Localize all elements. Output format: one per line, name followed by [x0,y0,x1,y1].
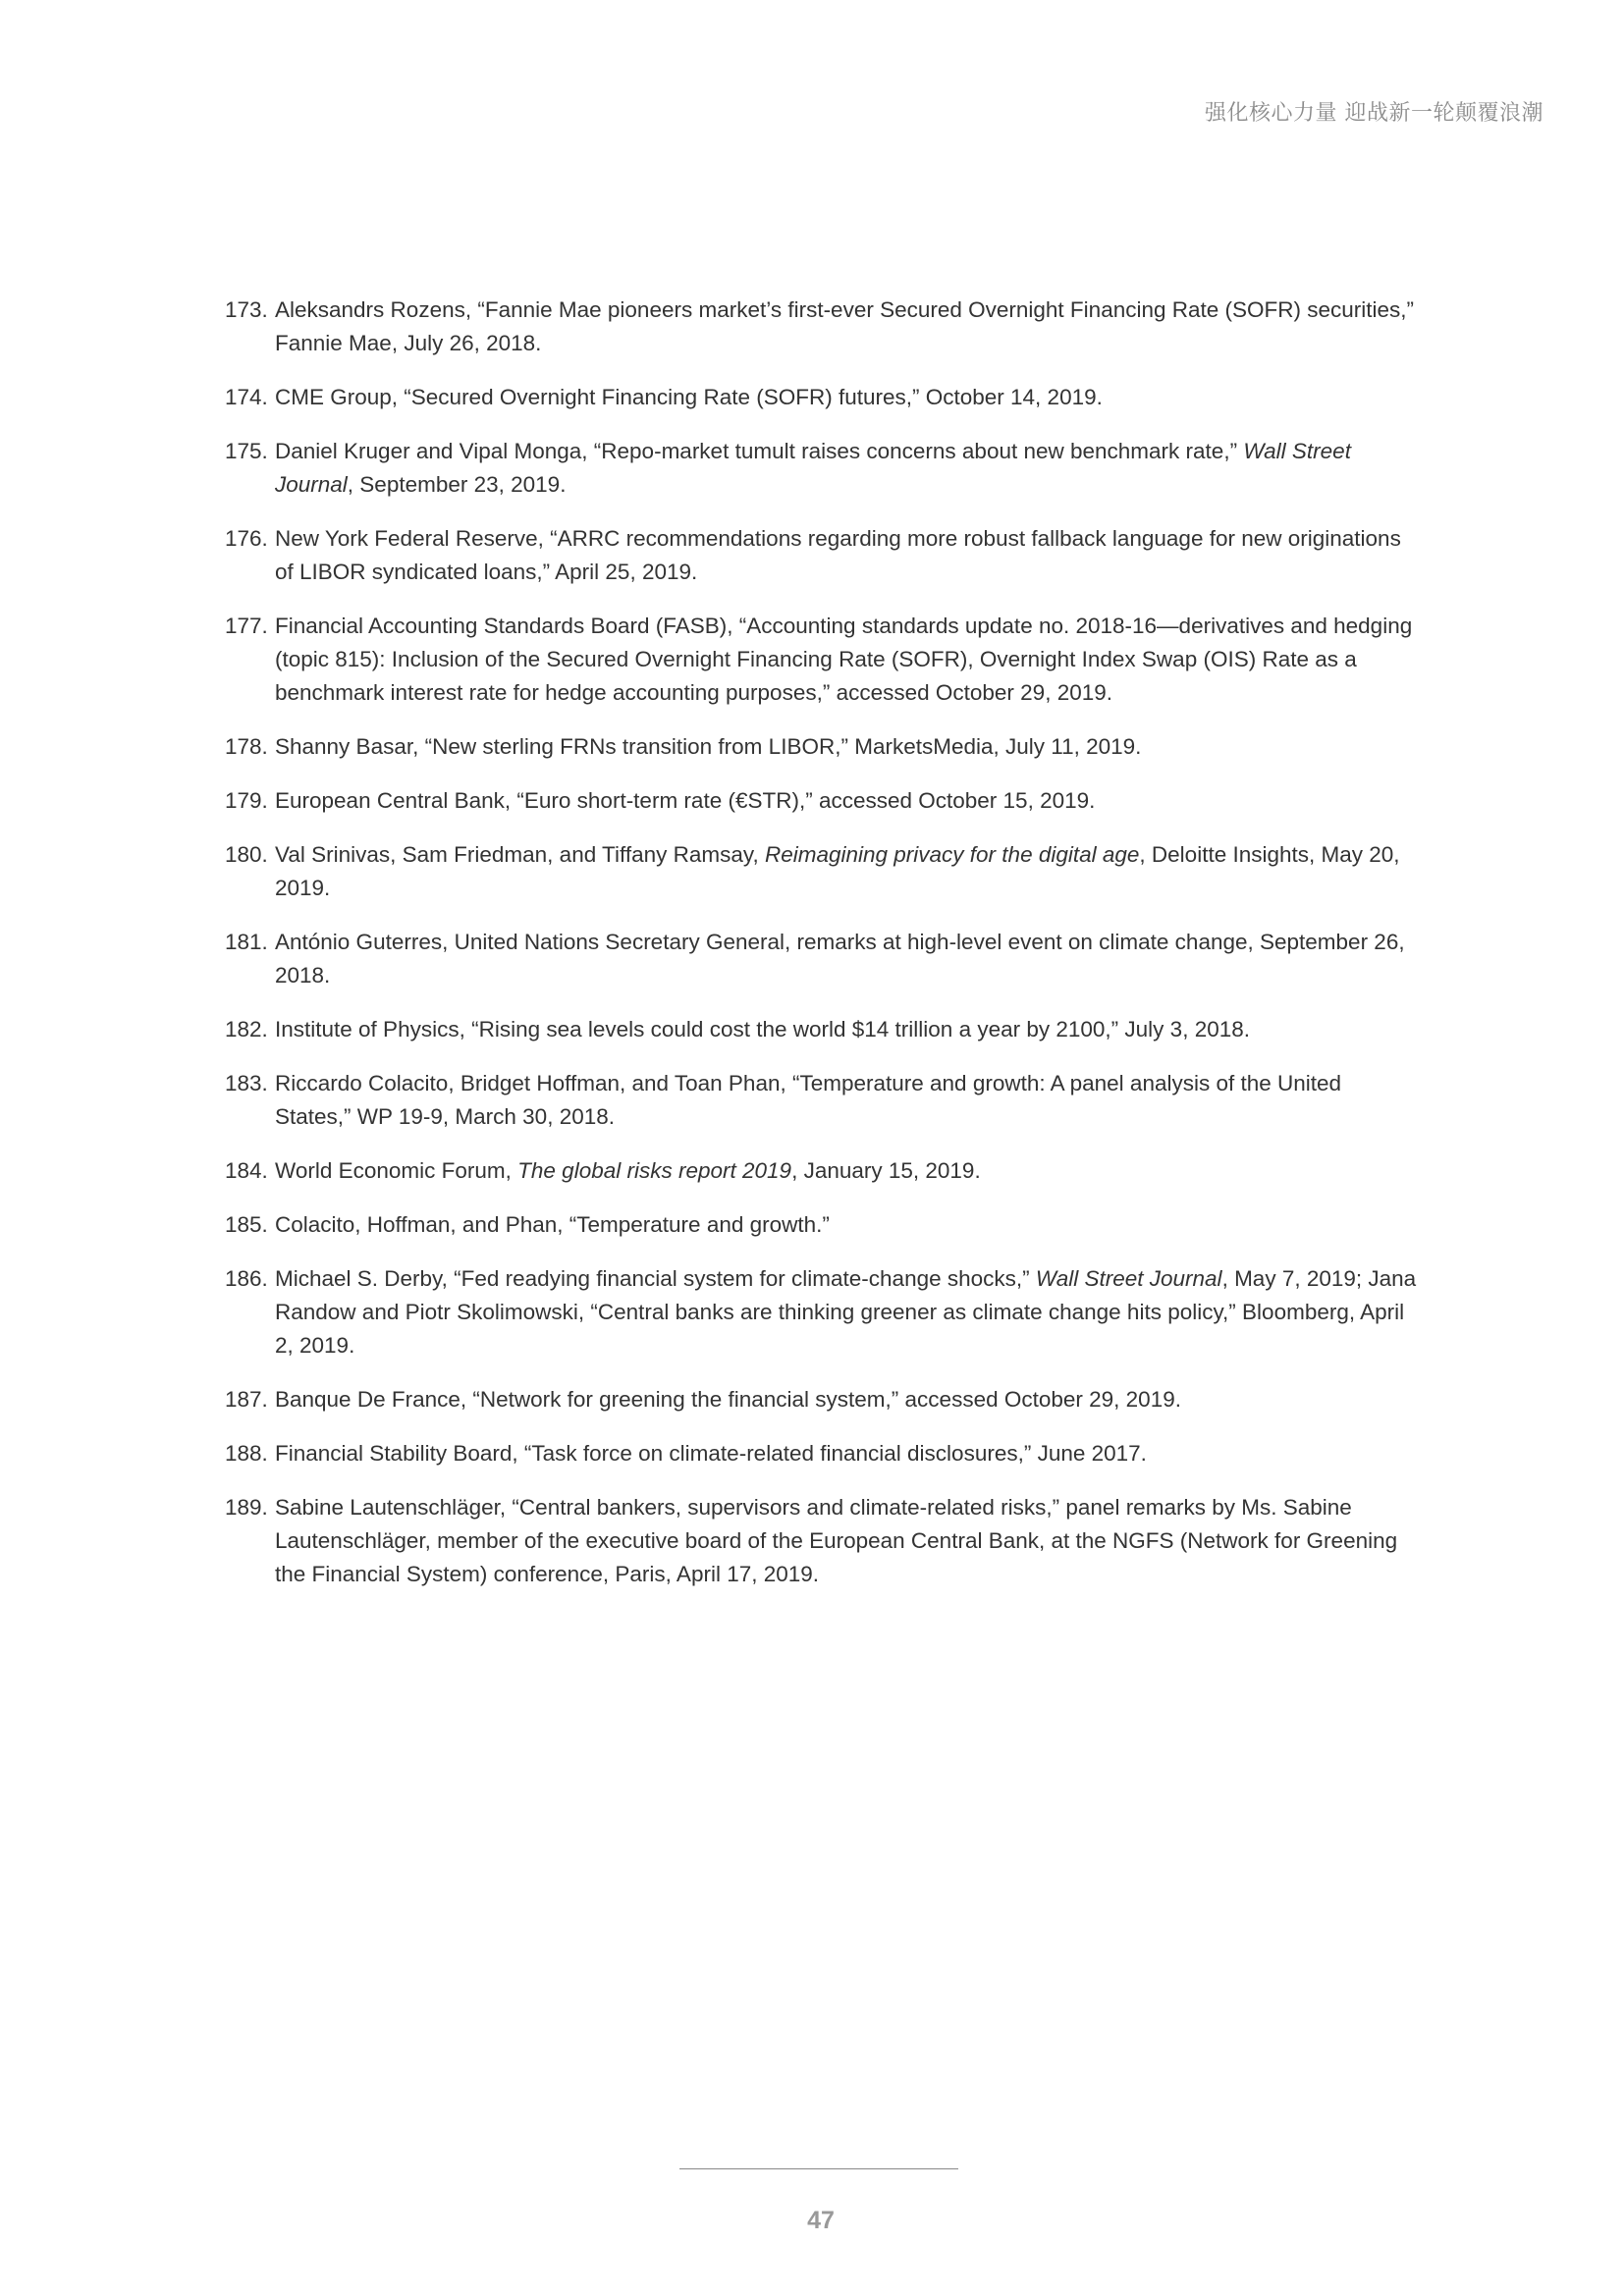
endnotes-list [225,294,1423,1612]
endnote-text-segment: , January 15, 2019. [791,1158,981,1183]
endnote-number: 181. [225,930,268,954]
endnote-text [275,788,1095,813]
endnote-text-segment: Shanny Basar, “New sterling FRNs transition from LIBOR,” MarketsMedia, July 11, 2019. [275,734,1142,759]
publication-title: The global risks report 2019 [517,1158,792,1183]
endnote-text-segment: Colacito, Hoffman, and Phan, “Temperature and growth.” [275,1212,830,1237]
endnote-text-segment: Financial Stability Board, “Task force on climate-related financial disclosures,” June 2017. [275,1441,1147,1466]
endnote-item [225,435,1423,502]
endnote-text-segment: CME Group, “Secured Overnight Financing Rate (SOFR) futures,” October 14, 2019. [275,385,1103,409]
endnote-number: 188. [225,1441,268,1466]
endnote-text-segment: Institute of Physics, “Rising sea levels could cost the world $14 trillion a year by 2100,” July 3, 2018. [275,1017,1250,1041]
endnote-number: 185. [225,1212,268,1237]
endnote-text [275,1071,1341,1129]
endnote-text [275,297,1414,355]
publication-title: Wall Street Journal [1035,1266,1222,1291]
endnote-text-segment: Michael S. Derby, “Fed readying financial system for climate-change shocks,” [275,1266,1036,1291]
footer-divider [679,2168,958,2169]
endnote-text-segment: Val Srinivas, Sam Friedman, and Tiffany Ramsay, [275,842,765,867]
endnote-item [225,784,1423,818]
endnote-text [275,385,1103,409]
endnote-text-segment: , May 7, 2019; Jana Randow and Piotr Skolimowski, “Central banks are thinking greener as climate change hits policy,” Bloomberg, April 2, 2019. [275,1266,1417,1358]
endnote-text [275,1017,1250,1041]
endnote-item [225,1262,1423,1362]
endnote-item [225,1067,1423,1134]
endnote-item [225,926,1423,992]
endnote-number: 174. [225,385,268,409]
endnote-text [275,842,1400,900]
publication-title: Wall Street Journal [275,439,1351,497]
endnote-text-segment: , Deloitte Insights, May 20, 2019. [275,842,1400,900]
endnote-text-segment: Riccardo Colacito, Bridget Hoffman, and Toan Phan, “Temperature and growth: A panel analysis of the United States,” WP 19-9, March 30, 2018. [275,1071,1342,1129]
endnote-text-segment: New York Federal Reserve, “ARRC recommendations regarding more robust fallback language for new originations of LIBOR syndicated loans,” April 25, 2019. [275,526,1401,584]
endnote-number: 187. [225,1387,268,1412]
endnote-text [275,439,1351,497]
endnote-text [275,1495,1397,1586]
endnote-text [275,734,1141,759]
endnote-number: 176. [225,526,268,551]
endnote-item [225,1437,1423,1470]
endnote-text-segment: Daniel Kruger and Vipal Monga, “Repo-market tumult raises concerns about new benchmark rate,” [275,439,1244,463]
endnote-item [225,381,1423,414]
endnote-text [275,526,1401,584]
endnote-text [275,1387,1181,1412]
endnote-number: 173. [225,297,268,322]
endnote-number: 182. [225,1017,268,1041]
endnote-item [225,1013,1423,1046]
endnote-item [225,838,1423,905]
endnote-item [225,610,1423,710]
endnote-number: 175. [225,439,268,463]
endnote-text-segment: Sabine Lautenschläger, “Central bankers, supervisors and climate-related risks,” panel remarks by Ms. Sabine Lautenschläger, member of the executive board of the European Central Bank, at the NGFS (Network for Greening the Financial System) conference, Paris, April 17, 2019. [275,1495,1398,1586]
endnote-item [225,730,1423,764]
endnote-text-segment: , September 23, 2019. [347,472,567,497]
endnote-text-segment: Aleksandrs Rozens, “Fannie Mae pioneers market’s first-ever Secured Overnight Financing Rate (SOFR) securities,” Fannie Mae, July 26, 2018. [275,297,1415,355]
running-header: 强化核心力量 迎战新一轮颠覆浪潮 [1205,101,1543,126]
page-number: 47 [807,2207,835,2234]
endnote-text-segment: Banque De France, “Network for greening the financial system,” accessed October 29, 2019. [275,1387,1181,1412]
endnote-number: 178. [225,734,268,759]
endnote-text-segment: Financial Accounting Standards Board (FASB), “Accounting standards update no. 2018-16—derivatives and hedging (topic 815): Inclusion of the Secured Overnight Financing Rate (SOFR), Overnight Index Swap (OIS) Rate as a benchmark interest rate for hedge accounting purposes,” accessed October 29, 2019. [275,614,1413,705]
endnote-number: 177. [225,614,268,638]
endnote-item [225,294,1423,360]
endnote-text [275,1266,1416,1358]
endnote-item [225,1491,1423,1591]
endnote-item [225,1383,1423,1416]
endnote-text [275,1158,981,1183]
endnote-number: 180. [225,842,268,867]
endnote-text-segment: European Central Bank, “Euro short-term rate (€STR),” accessed October 15, 2019. [275,788,1096,813]
endnote-text [275,614,1412,705]
endnote-text-segment: World Economic Forum, [275,1158,518,1183]
endnote-number: 179. [225,788,268,813]
endnote-text [275,1441,1147,1466]
endnote-number: 183. [225,1071,268,1095]
endnote-number: 184. [225,1158,268,1183]
endnote-item [225,1154,1423,1188]
endnote-text-segment: António Guterres, United Nations Secretary General, remarks at high-level event on climate change, September 26, 2018. [275,930,1405,988]
endnote-item [225,1208,1423,1242]
publication-title: Reimagining privacy for the digital age [764,842,1140,867]
endnote-number: 189. [225,1495,268,1520]
endnote-text [275,930,1405,988]
endnote-text [275,1212,830,1237]
endnote-number: 186. [225,1266,268,1291]
endnote-item [225,522,1423,589]
